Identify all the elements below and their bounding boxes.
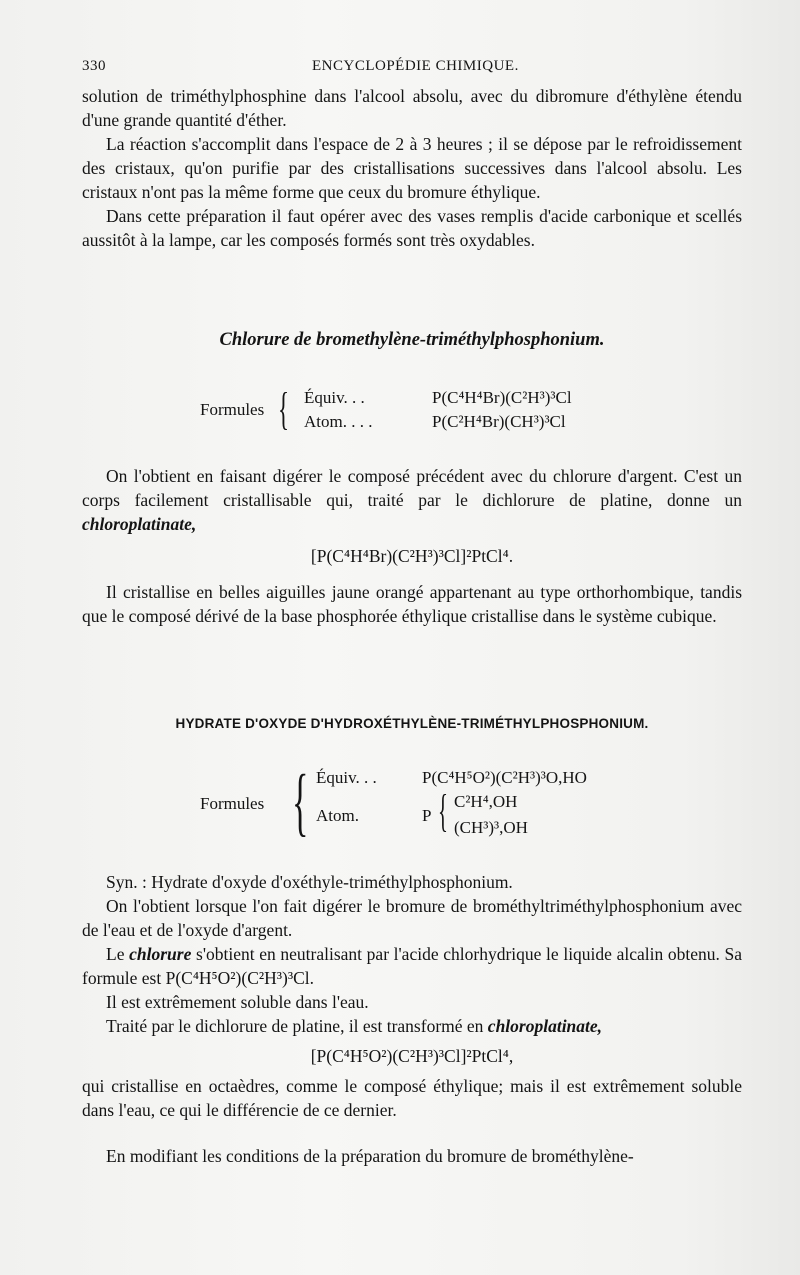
formula-value: C²H⁴,OH <box>454 792 518 811</box>
chemical-formula: [P(C⁴H⁵O²)(C²H³)³Cl]²PtCl⁴, <box>310 1046 514 1066</box>
brace-icon: { <box>278 383 290 434</box>
paragraph-text: Le <box>106 944 125 964</box>
paragraph: solution de triméthylphosphine dans l'alcool absolu, avec du dibromure d'éthylène étendu d'une grande quantité d'éther. <box>82 86 742 130</box>
emphasis-text: chloroplatinate, <box>82 514 197 534</box>
paragraph: qui cristallise en octaèdres, comme le composé éthylique; mais il est extrêmement soluble dans l'eau, ce qui le différencie de ce dernier. <box>82 1076 742 1120</box>
brace-icon: { <box>292 760 309 844</box>
brace-icon: { <box>438 785 448 836</box>
paragraph: En modifiant les conditions de la préparation du bromure de brométhylène- <box>106 1146 634 1166</box>
paragraph-text: On l'obtient en faisant digérer le composé précédent avec du chlorure d'argent. C'est un corps facilement cristallisable qui, traité par le dichlorure de platine, donne un <box>82 466 742 510</box>
formula-value: P(C⁴H⁵O²)(C²H³)³O,HO <box>422 768 587 787</box>
synonym-line: Syn. : Hydrate d'oxyde d'oxéthyle-triméthylphosphonium. <box>106 872 513 892</box>
section1-text <box>82 464 742 628</box>
paragraph <box>82 464 742 536</box>
formula-key: Atom. . . . <box>304 412 373 431</box>
paragraph <box>82 942 742 990</box>
formula-label: Formules <box>200 400 265 419</box>
emphasis-text: chlorure <box>129 944 192 964</box>
formula-value: P <box>422 806 432 825</box>
formula-value: P(C²H⁴Br)(CH³)³Cl <box>432 412 566 431</box>
formula-label: Formules <box>200 794 265 813</box>
paragraph: La réaction s'accomplit dans l'espace de 2 à 3 heures ; il se dépose par le refroidissement des cristaux, qu'on purifie par des cristallisations successives dans l'alcool absolu. Les cristaux n'ont pas la même forme que ceux du bromure éthylique. <box>82 134 742 202</box>
formula-key: Équiv. . . <box>304 388 365 407</box>
running-title: ENCYCLOPÉDIE CHIMIQUE. <box>312 58 519 74</box>
formula-value: (CH³)³,OH <box>454 818 528 837</box>
paragraph-text: s'obtient en neutralisant par l'acide chlorhydrique le liquide alcalin obtenu. Sa formule est P(C⁴H⁵O²)(C²H³)³Cl. <box>82 944 743 988</box>
formula-key: Équiv. . . <box>316 768 377 787</box>
formula-value: P(C⁴H⁴Br)(C²H³)³Cl <box>432 388 572 407</box>
page-number: 330 <box>82 58 106 74</box>
formula-key: Atom. <box>316 806 359 825</box>
paragraph: Dans cette préparation il faut opérer avec des vases remplis d'acide carbonique et scellés aussitôt à la lampe, car les composés formés sont très oxydables. <box>82 206 742 250</box>
intro-text <box>82 84 742 252</box>
section-heading: Chlorure de bromethylène-triméthylphosphonium. <box>219 330 605 350</box>
chemical-formula: [P(C⁴H⁴Br)(C²H³)³Cl]²PtCl⁴. <box>310 546 514 566</box>
section-heading: HYDRATE D'OXYDE D'HYDROXÉTHYLÈNE-TRIMÉTHYLPHOSPHONIUM. <box>175 716 649 731</box>
section2-text <box>82 870 742 1168</box>
paragraph <box>82 1014 742 1038</box>
paragraph: Il cristallise en belles aiguilles jaune orangé appartenant au type orthorhombique, tandis que le composé dérivé de la base phosphorée éthylique cristallise dans le système cubique. <box>82 582 742 626</box>
paragraph-text: Traité par le dichlorure de platine, il est transformé en <box>106 1016 484 1036</box>
paragraph: On l'obtient lorsque l'on fait digérer le bromure de brométhyltriméthylphosphonium avec de l'eau et de l'oxyde d'argent. <box>82 896 742 940</box>
emphasis-text: chloroplatinate, <box>487 1016 603 1036</box>
paragraph: Il est extrêmement soluble dans l'eau. <box>106 992 369 1012</box>
